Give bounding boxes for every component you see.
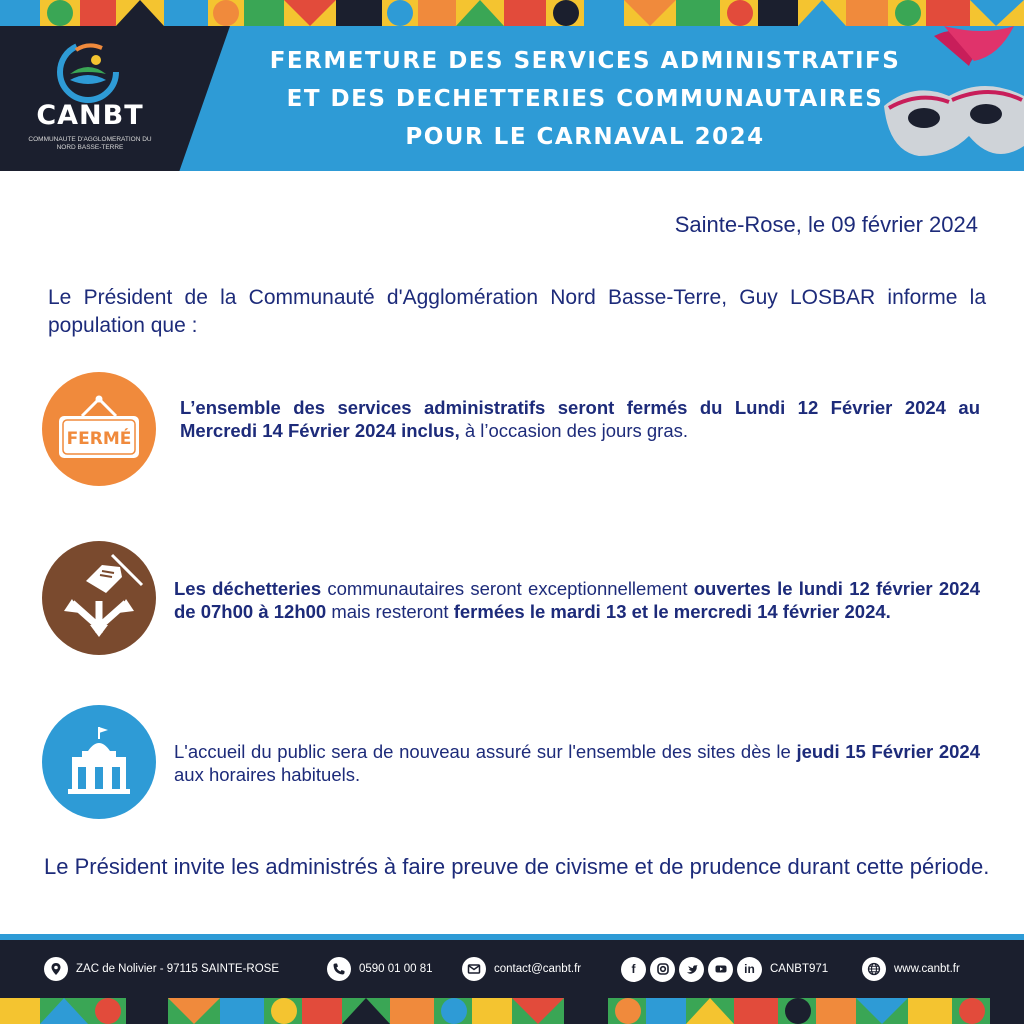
- closure-notice: [180, 396, 980, 442]
- phone-text: 0590 01 00 81: [359, 963, 433, 975]
- waste-notice-text-b: mais resteront: [326, 601, 454, 622]
- address-text: ZAC de Nolivier - 97115 SAINTE-ROSE: [76, 963, 280, 975]
- waste-notice-text-a: communautaires seront exceptionnellement: [321, 578, 694, 599]
- page-title: [200, 42, 970, 156]
- closed-sign-icon: [42, 372, 156, 486]
- closure-notice-bold: L’ensemble des services administratifs seront fermés du Lundi 12 Février 2024 au Mercredi 14 Février 2024 inclus,: [180, 397, 980, 441]
- carnival-pattern-top: [0, 0, 1024, 26]
- carnival-pattern-bottom: [0, 998, 1024, 1024]
- waste-notice-bold-b: ouvertes le lundi 12 février 2024 de 07h00 à 12h00: [174, 578, 980, 622]
- footer-website[interactable]: [862, 956, 960, 982]
- social-handle: CANBT971: [770, 963, 829, 975]
- website-text: www.canbt.fr: [894, 963, 960, 975]
- twitter-icon[interactable]: [679, 957, 704, 982]
- footer-socials: [621, 956, 828, 982]
- title-line: ET DES DECHETTERIES COMMUNAUTAIRES: [286, 86, 884, 112]
- email-text: contact@canbt.fr: [494, 963, 582, 975]
- reopening-notice: [174, 740, 980, 786]
- reopening-text-a: L'accueil du public sera de nouveau assuré sur l'ensemble des sites dès le: [174, 741, 797, 762]
- canbt-logo-icon: [56, 40, 120, 104]
- waste-notice-bold-c: fermées le mardi 13 et le mercredi 14 février 2024.: [453, 601, 891, 622]
- footer-bar: [0, 940, 1024, 998]
- title-line: FERMETURE DES SERVICES ADMINISTRATIFS: [269, 48, 901, 74]
- footer-address: [44, 956, 279, 982]
- waste-notice-bold-a: Les déchetteries: [174, 578, 322, 599]
- facebook-icon[interactable]: f: [621, 957, 646, 982]
- youtube-icon[interactable]: [708, 957, 733, 982]
- waste-disposal-icon: [42, 541, 156, 655]
- town-hall-icon: [42, 705, 156, 819]
- reopening-bold: jeudi 15 Février 2024: [796, 741, 980, 762]
- footer-phone[interactable]: [327, 956, 433, 982]
- logo-name: CANBT: [36, 100, 144, 131]
- instagram-icon[interactable]: [650, 957, 675, 982]
- phone-icon: [327, 957, 351, 981]
- footer-email[interactable]: [462, 956, 581, 982]
- intro-paragraph: Le Président de la Communauté d'Agglomération Nord Basse-Terre, Guy LOSBAR informe la population que :: [48, 286, 986, 337]
- waste-center-notice: [174, 577, 980, 623]
- email-icon: [462, 957, 486, 981]
- logo-subtitle: COMMUNAUTE D'AGGLOMERATION DU NORD BASSE-TERRE: [28, 136, 152, 151]
- closure-notice-text: à l’occasion des jours gras.: [459, 420, 688, 441]
- carnival-mask-icon: [874, 26, 1024, 171]
- closing-paragraph: Le Président invite les administrés à faire preuve de civisme et de prudence durant cette période.: [44, 854, 990, 879]
- linkedin-icon[interactable]: in: [737, 957, 762, 982]
- globe-icon: [862, 957, 886, 981]
- date-line: Sainte-Rose, le 09 février 2024: [674, 212, 978, 237]
- location-pin-icon: [44, 957, 68, 981]
- closed-sign-label: FERMÉ: [66, 429, 132, 449]
- header-banner: [0, 26, 1024, 171]
- title-line: POUR LE CARNAVAL 2024: [405, 124, 765, 150]
- reopening-text-b: aux horaires habituels.: [174, 764, 361, 785]
